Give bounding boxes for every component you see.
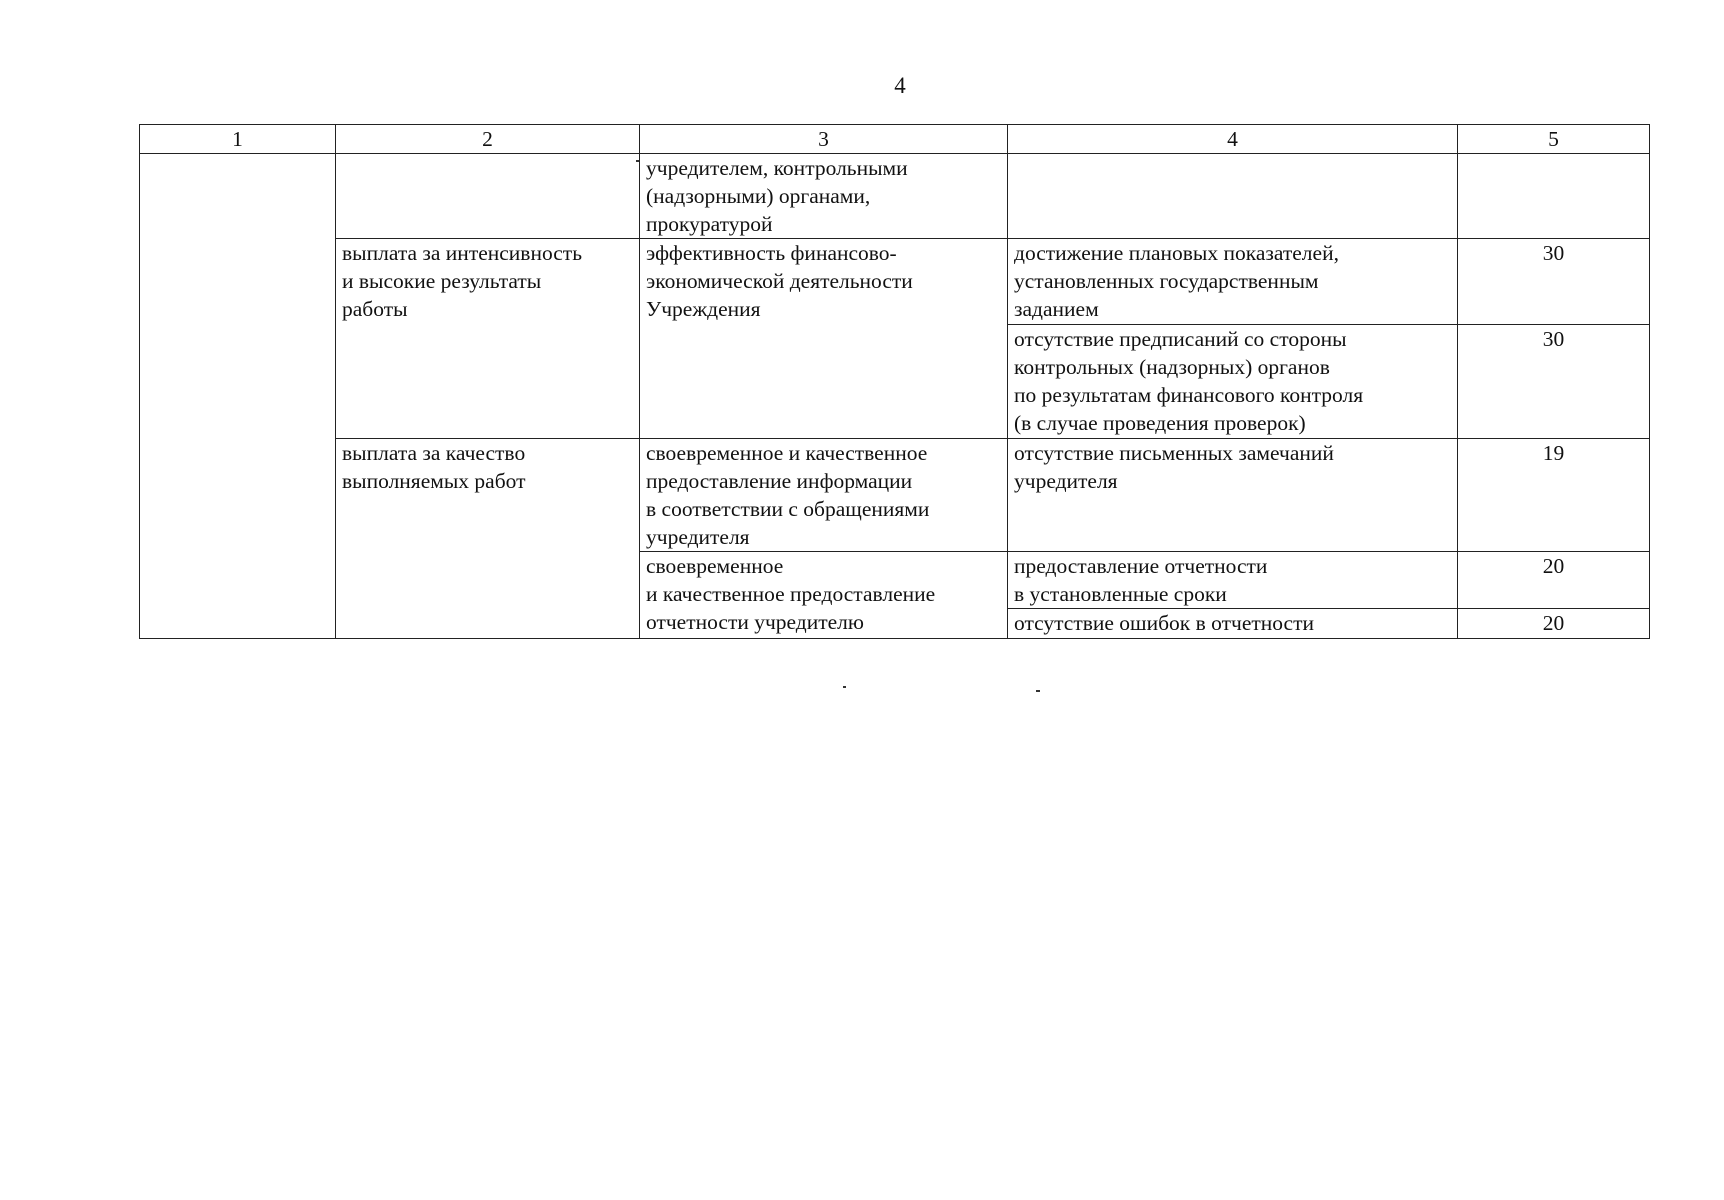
cell-text-line: в соответствии с обращениями: [646, 497, 930, 521]
cell-text-line: отсутствие письменных замечаний: [1014, 441, 1334, 465]
cell-text-line: учредителем, контрольными: [646, 156, 908, 180]
col1-cell: [140, 154, 336, 639]
cell-text-line: эффективность финансово-: [646, 241, 897, 265]
header-cell-4: 4: [1008, 125, 1458, 154]
col4-cell: [1008, 609, 1458, 639]
cell-text-line: выполняемых работ: [342, 469, 526, 493]
col2-cell: [336, 154, 640, 239]
cell-text-line: своевременное: [646, 554, 784, 578]
cell-text-line: Учреждения: [646, 297, 761, 321]
cell-text-line: учредителя: [1014, 469, 1118, 493]
cell-text-line: достижение плановых показателей,: [1014, 241, 1339, 265]
col5-cell: [1458, 154, 1650, 239]
header-cell-1: 1: [140, 125, 336, 154]
cell-text-line: предоставление информации: [646, 469, 913, 493]
cell-text-line: заданием: [1014, 297, 1099, 321]
cell-text-line: и качественное предоставление: [646, 582, 936, 606]
col3-cell: [640, 239, 1008, 439]
cell-text-line: контрольных (надзорных) органов: [1014, 355, 1330, 379]
col4-cell: [1008, 439, 1458, 552]
table-row: [140, 439, 1650, 552]
col4-cell: [1008, 552, 1458, 609]
col5-cell: 19: [1458, 439, 1650, 552]
col4-cell: [1008, 154, 1458, 239]
cell-text-line: экономической деятельности: [646, 269, 913, 293]
cell-text-line: предоставление отчетности: [1014, 554, 1268, 578]
page-number: 4: [894, 73, 906, 98]
criteria-table: [139, 124, 1650, 639]
table-row: [140, 239, 1650, 325]
col4-cell: [1008, 325, 1458, 439]
cell-text-line: выплата за качество: [342, 441, 526, 465]
cell-text-line: работы: [342, 297, 408, 321]
col3-cell: [640, 439, 1008, 552]
col2-cell: [336, 239, 640, 439]
cell-text-line: своевременное и качественное: [646, 441, 928, 465]
cell-text-line: отчетности учредителю: [646, 610, 864, 634]
col4-cell: [1008, 239, 1458, 325]
cell-text-line: выплата за интенсивность: [342, 241, 582, 265]
col2-cell: [336, 439, 640, 639]
scan-mark: [843, 686, 846, 688]
cell-text-line: по результатам финансового контроля: [1014, 383, 1364, 407]
cell-text-line: (в случае проведения проверок): [1014, 411, 1306, 435]
col5-cell: 30: [1458, 325, 1650, 439]
header-cell-2: 2: [336, 125, 640, 154]
scan-mark: [636, 160, 639, 162]
header-cell-3: 3: [640, 125, 1008, 154]
col3-cell: [640, 154, 1008, 239]
cell-text-line: установленных государственным: [1014, 269, 1319, 293]
cell-text-line: (надзорными) органами,: [646, 184, 871, 208]
col5-cell: 20: [1458, 609, 1650, 639]
col3-cell: [640, 552, 1008, 639]
cell-text-line: и высокие результаты: [342, 269, 542, 293]
cell-text-line: отсутствие ошибок в отчетности: [1014, 611, 1315, 635]
scan-mark: [1036, 690, 1040, 692]
header-row: [140, 125, 1650, 154]
cell-text-line: отсутствие предписаний со стороны: [1014, 327, 1347, 351]
col5-cell: 20: [1458, 552, 1650, 609]
cell-text-line: учредителя: [646, 525, 750, 549]
col5-cell: 30: [1458, 239, 1650, 325]
cell-text-line: прокуратурой: [646, 212, 773, 236]
header-cell-5: 5: [1458, 125, 1650, 154]
cell-text-line: в установленные сроки: [1014, 582, 1227, 606]
table-row: [140, 154, 1650, 239]
